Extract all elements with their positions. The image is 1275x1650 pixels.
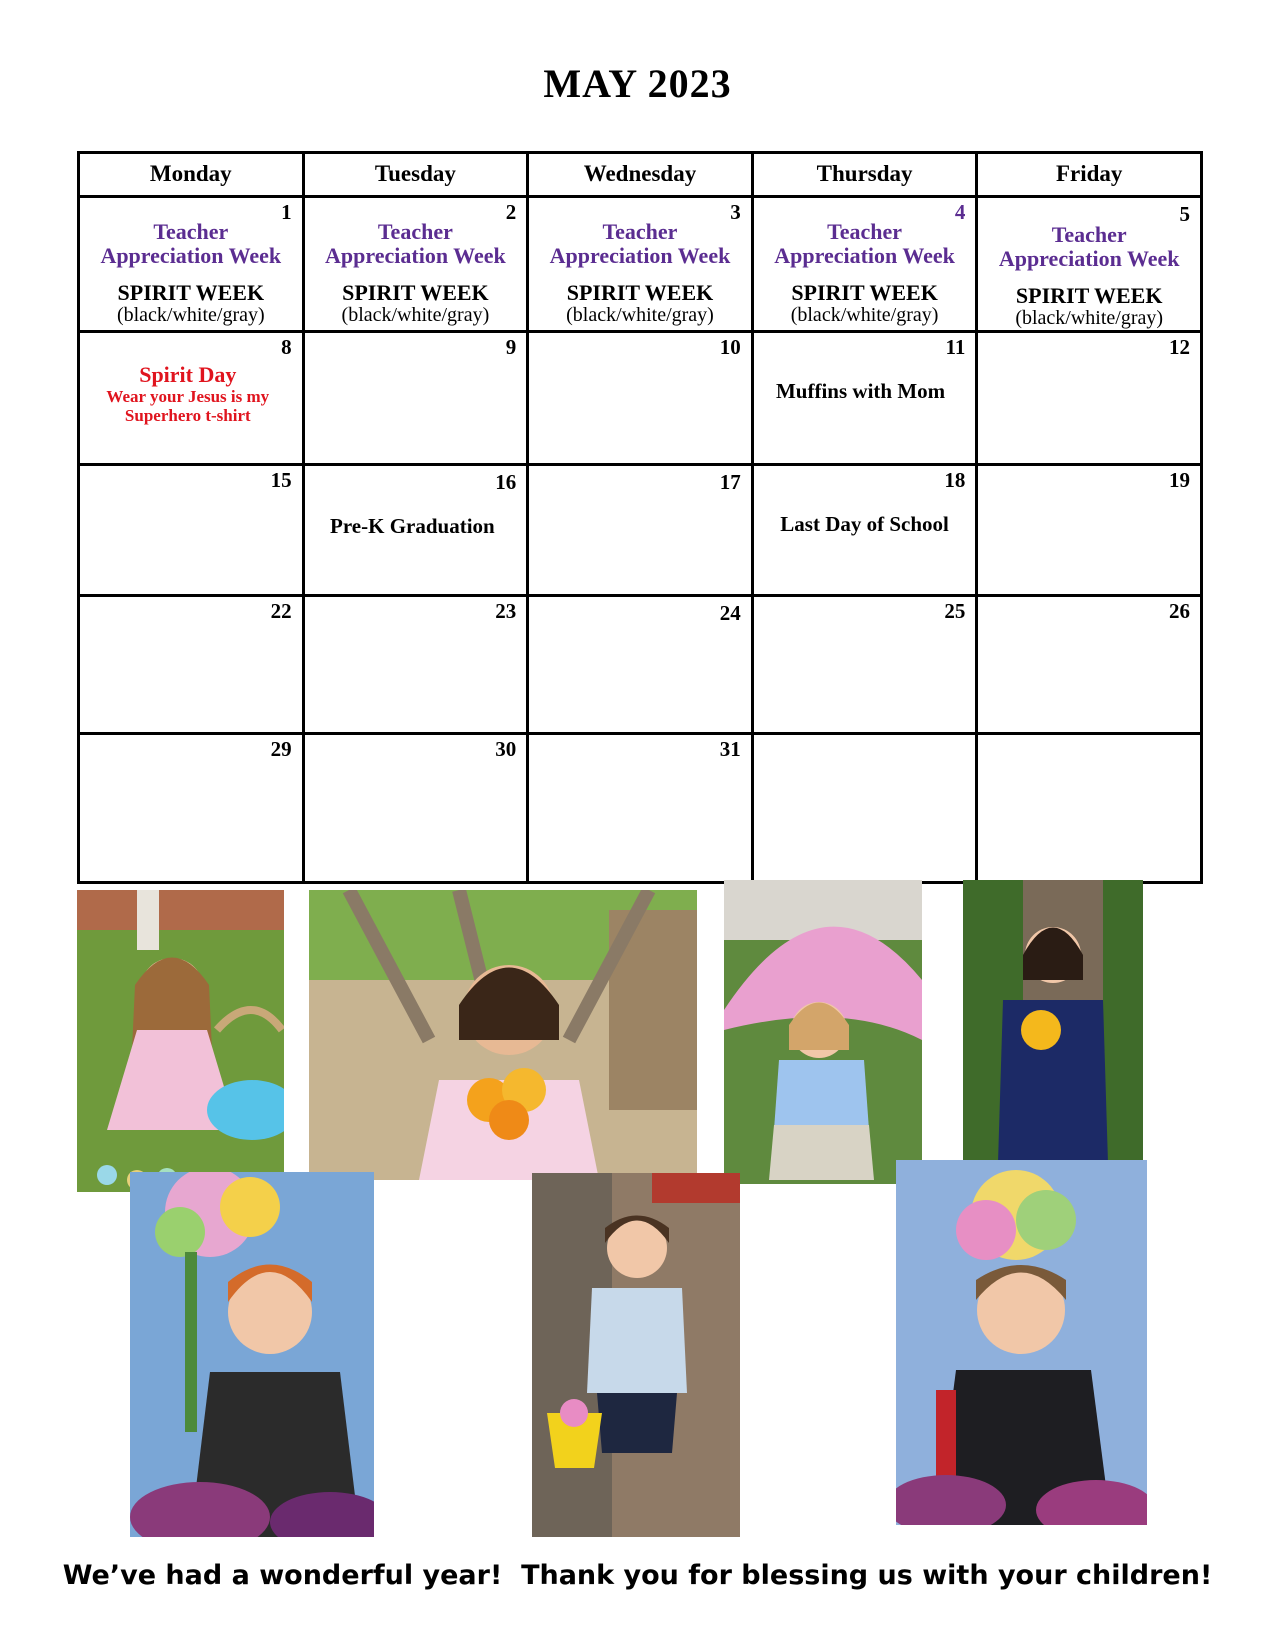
day-cell-16 [303, 465, 528, 596]
event-title-line: Appreciation Week [325, 242, 506, 268]
weekday-friday: Friday [977, 153, 1202, 197]
day-number: 4 [954, 199, 966, 224]
photo-girl-easter-basket [77, 890, 284, 1192]
day-cell-17 [528, 465, 753, 596]
day-cell-empty [977, 733, 1202, 882]
event-teacher-appreciation [80, 220, 302, 326]
day-cell-18 [752, 465, 977, 596]
page-title: MAY 2023 [543, 61, 732, 106]
day-number: 5 [1179, 201, 1190, 226]
photo-girl-with-sunflower [963, 880, 1143, 1163]
day-cell-23 [303, 596, 528, 734]
day-cell-10 [528, 332, 753, 465]
day-cell-12 [977, 332, 1202, 465]
photo-boy-with-paper-flower [130, 1172, 374, 1537]
day-cell-29 [79, 733, 304, 882]
footer-message: We’ve had a wonderful year! Thank you for blessing us with your children! [62, 1560, 1213, 1591]
day-number: 18 [944, 468, 966, 493]
day-cell-15 [79, 465, 304, 596]
event-muffins-with-mom: Muffins with Mom [775, 379, 946, 404]
weekday-tuesday: Tuesday [303, 153, 528, 197]
day-number: 1 [281, 199, 292, 224]
day-cell-5 [977, 196, 1202, 332]
event-title-line: Appreciation Week [549, 242, 731, 268]
event-dress-colors: (black/white/gray) [1015, 306, 1164, 329]
day-number: 3 [730, 199, 741, 224]
event-title-line: Teacher [153, 218, 229, 244]
day-cell-30 [303, 733, 528, 882]
photo-girl-with-umbrella [724, 880, 922, 1184]
day-number: 23 [495, 599, 517, 624]
photo-boy-paper-flower-backdrop [896, 1160, 1147, 1525]
week-row-4 [79, 596, 1202, 734]
week-row-3 [79, 465, 1202, 596]
event-note: Superhero t-shirt [124, 406, 251, 426]
calendar-grid [77, 151, 1203, 884]
event-note: Wear your Jesus is my [106, 387, 270, 407]
day-number: 15 [270, 468, 292, 493]
day-number: 24 [719, 601, 741, 626]
event-teacher-appreciation [978, 223, 1200, 329]
event-title-line: Appreciation Week [774, 242, 955, 268]
event-dress-colors: (black/white/gray) [116, 303, 265, 326]
event-spirit-week: SPIRIT WEEK [1015, 282, 1163, 308]
day-number: 16 [495, 470, 517, 495]
event-dress-colors: (black/white/gray) [341, 303, 490, 326]
day-cell-1 [79, 196, 304, 332]
photo-girl-with-flowers [309, 890, 697, 1180]
event-title-line: Teacher [1051, 221, 1127, 247]
weekday-wednesday: Wednesday [528, 153, 753, 197]
day-cell-24 [528, 596, 753, 734]
day-cell-26 [977, 596, 1202, 734]
event-spirit-day [74, 363, 302, 425]
day-cell-empty [752, 733, 977, 882]
event-title-line: Teacher [827, 218, 903, 244]
day-number: 25 [944, 599, 966, 624]
day-number: 12 [1169, 335, 1190, 360]
event-dress-colors: (black/white/gray) [566, 303, 714, 326]
weekday-thursday: Thursday [752, 153, 977, 197]
week-row-1 [79, 196, 1202, 332]
day-number: 26 [1169, 599, 1190, 624]
event-teacher-appreciation [529, 220, 751, 326]
event-spirit-week: SPIRIT WEEK [117, 279, 265, 305]
day-number: 30 [495, 736, 517, 761]
day-cell-25 [752, 596, 977, 734]
event-title-line: Teacher [377, 218, 453, 244]
event-spirit-week: SPIRIT WEEK [791, 279, 938, 305]
day-cell-8 [79, 332, 304, 465]
day-number: 29 [270, 736, 292, 761]
day-number: 9 [505, 335, 517, 360]
day-cell-19 [977, 465, 1202, 596]
day-number: 10 [719, 335, 741, 360]
day-number: 11 [945, 335, 966, 360]
day-number: 31 [719, 736, 741, 761]
day-cell-4 [752, 196, 977, 332]
event-title: Spirit Day [139, 362, 237, 388]
day-cell-31 [528, 733, 753, 882]
day-number: 17 [719, 470, 741, 495]
day-number: 22 [270, 599, 292, 624]
event-dress-colors: (black/white/gray) [790, 303, 939, 326]
week-row-5 [79, 733, 1202, 882]
event-title-line: Appreciation Week [998, 245, 1180, 271]
event-title-line: Appreciation Week [100, 242, 282, 268]
day-number: 19 [1169, 468, 1190, 493]
day-cell-11 [752, 332, 977, 465]
weekday-monday: Monday [79, 153, 304, 197]
week-row-2 [79, 332, 1202, 465]
weekday-header-row [79, 153, 1202, 197]
event-spirit-week: SPIRIT WEEK [342, 279, 489, 305]
event-pre-k-graduation: Pre-K Graduation [330, 514, 495, 539]
day-cell-3 [528, 196, 753, 332]
day-cell-2 [303, 196, 528, 332]
event-spirit-week: SPIRIT WEEK [566, 279, 714, 305]
day-number: 8 [281, 335, 292, 360]
day-cell-22 [79, 596, 304, 734]
photo-boy-with-easter-pail [532, 1173, 740, 1537]
day-number: 2 [505, 199, 517, 224]
day-cell-9 [303, 332, 528, 465]
event-teacher-appreciation [754, 220, 976, 326]
event-teacher-appreciation [305, 220, 527, 326]
event-title-line: Teacher [602, 218, 678, 244]
event-last-day-of-school: Last Day of School [780, 512, 949, 537]
